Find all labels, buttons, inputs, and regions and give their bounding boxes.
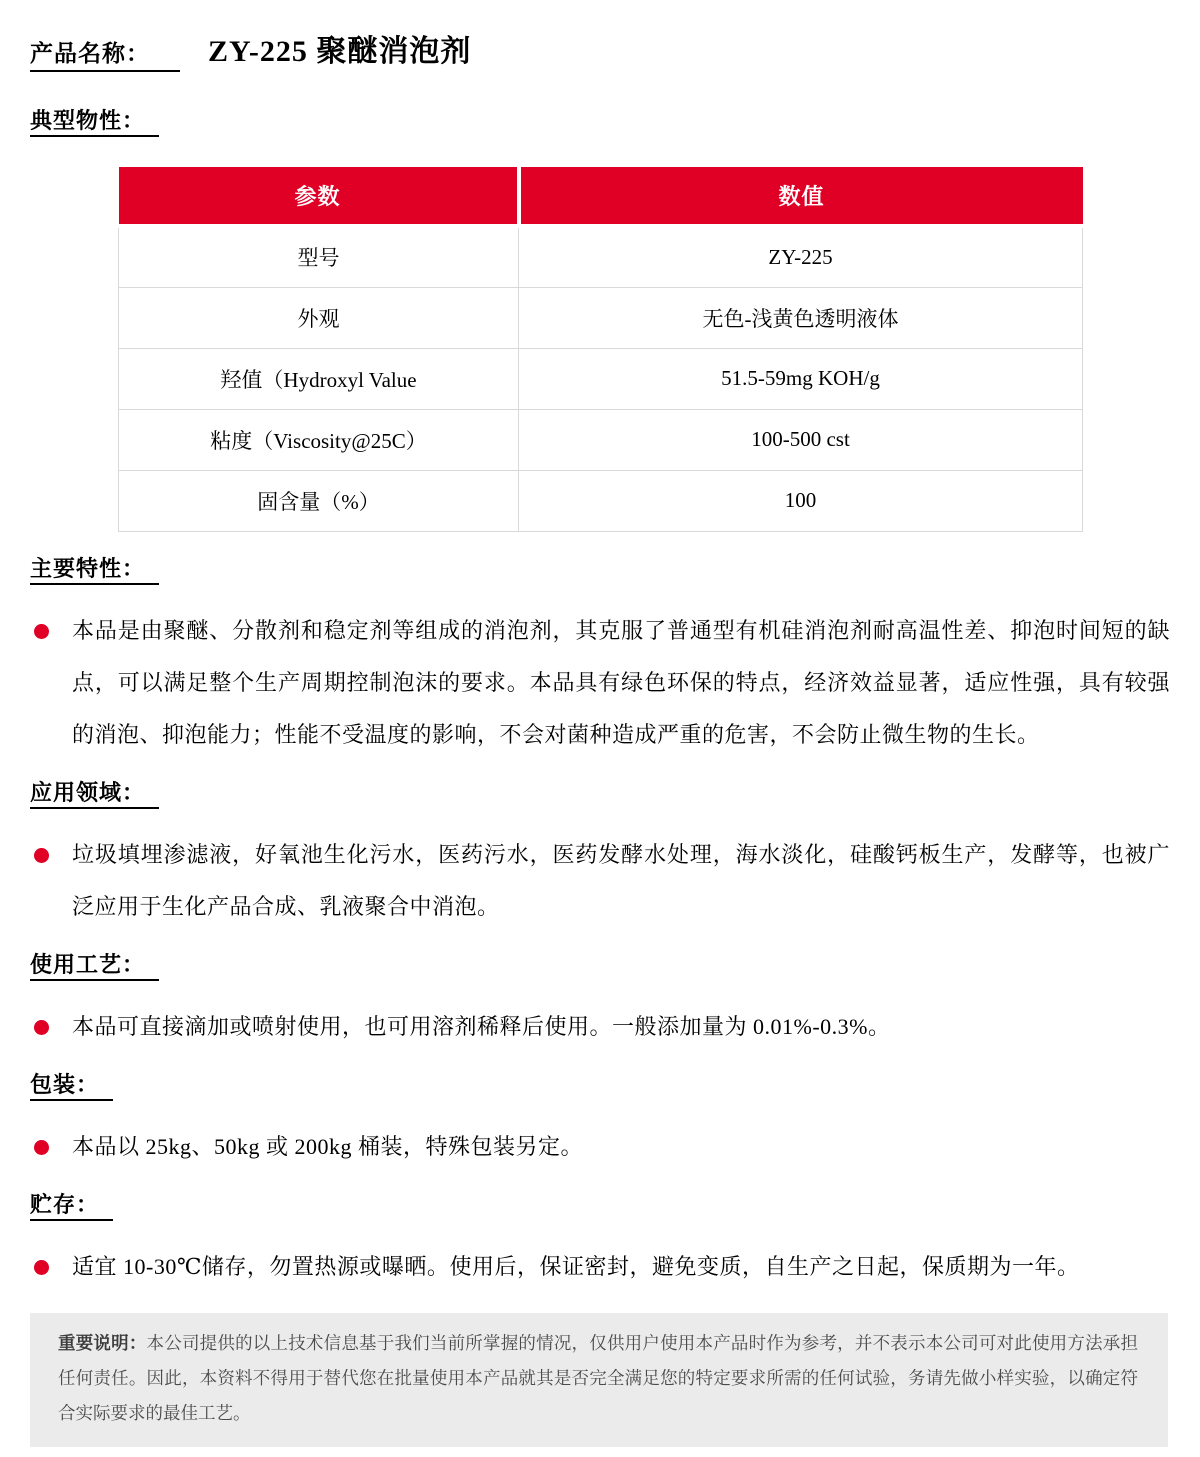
table-row-appearance [119, 287, 1083, 348]
storage-bullets [30, 1241, 1170, 1293]
table-header-parameter: 参数 [119, 167, 519, 226]
value-cell: 无色-浅黄色透明液体 [519, 287, 1083, 348]
bullet-icon [34, 1020, 49, 1035]
table-row-viscosity [119, 409, 1083, 470]
product-name-label: 产品名称： [30, 35, 180, 72]
param-cell: 外观 [119, 287, 519, 348]
page-title: ZY-225 聚醚消泡剂 [208, 35, 472, 68]
title-row [30, 26, 1170, 72]
applications-bullets [30, 829, 1170, 933]
param-cell: 羟值（Hydroxyl Value [119, 348, 519, 409]
value-cell: 100-500 cst [519, 409, 1083, 470]
notice-text: 本公司提供的以上技术信息基于我们当前所掌握的情况，仅供用户使用本产品时作为参考，并不表示本公司可对此使用方法承担任何责任。因此，本资料不得用于替代您在批量使用本产品就其是否完全满足您的特定要求所需的任何试验，务请先做小样实验，以确定符合实际要求的最佳工艺。 [58, 1332, 1139, 1423]
bullet-text: 本品是由聚醚、分散剂和稳定剂等组成的消泡剂，其克服了普通型有机硅消泡剂耐高温性差、抑泡时间短的缺点，可以满足整个生产周期控制泡沫的要求。本品具有绿色环保的特点，经济效益显著，适应性强，具有较强的消泡、抑泡能力；性能不受温度的影响，不会对菌种造成严重的危害，不会防止微生物的生长。 [72, 617, 1170, 747]
table-header-value: 数值 [519, 167, 1083, 226]
packaging-bullets [30, 1121, 1170, 1173]
value-cell: 51.5-59mg KOH/g [519, 348, 1083, 409]
usage-bullets [30, 1001, 1170, 1053]
section-heading-text: 典型物性： [30, 108, 159, 137]
section-heading-text: 主要特性： [30, 556, 159, 585]
section-heading-text: 应用领域： [30, 780, 159, 809]
table-row-model [119, 226, 1083, 287]
section-heading-features [30, 554, 1170, 587]
bullet-text: 适宜 10-30℃储存，勿置热源或曝晒。使用后，保证密封，避免变质，自生产之日起，保质期为一年。 [72, 1253, 1080, 1279]
param-cell: 型号 [119, 226, 519, 287]
section-heading-storage [30, 1190, 1170, 1223]
properties-table [118, 167, 1083, 532]
bullet-icon [34, 848, 49, 863]
section-heading-applications [30, 778, 1170, 811]
bullet-text: 本品以 25kg、50kg 或 200kg 桶装，特殊包装另定。 [72, 1133, 584, 1159]
value-cell: 100 [519, 470, 1083, 531]
section-heading-text: 包装： [30, 1072, 113, 1101]
section-heading-properties [30, 106, 1170, 139]
table-row-hydroxyl-value [119, 348, 1083, 409]
section-heading-packaging [30, 1070, 1170, 1103]
notice-label: 重要说明： [58, 1332, 147, 1353]
list-item [30, 1241, 1170, 1293]
table-header-row [119, 167, 1083, 226]
param-cell: 粘度（Viscosity@25C） [119, 409, 519, 470]
bullet-text: 垃圾填埋渗滤液，好氧池生化污水，医药污水，医药发酵水处理，海水淡化，硅酸钙板生产，发酵等，也被广泛应用于生化产品合成、乳液聚合中消泡。 [72, 841, 1170, 919]
important-notice [30, 1313, 1168, 1447]
list-item [30, 605, 1170, 761]
param-cell: 固含量（%） [119, 470, 519, 531]
list-item [30, 1121, 1170, 1173]
section-heading-text: 使用工艺： [30, 952, 159, 981]
features-bullets [30, 605, 1170, 761]
section-heading-usage [30, 950, 1170, 983]
bullet-icon [34, 1140, 49, 1155]
bullet-icon [34, 624, 49, 639]
value-cell: ZY-225 [519, 226, 1083, 287]
section-heading-text: 贮存： [30, 1192, 113, 1221]
bullet-icon [34, 1260, 49, 1275]
list-item [30, 1001, 1170, 1053]
bullet-text: 本品可直接滴加或喷射使用，也可用溶剂稀释后使用。一般添加量为 0.01%-0.3%。 [72, 1013, 891, 1039]
list-item [30, 829, 1170, 933]
table-row-solid-content [119, 470, 1083, 531]
